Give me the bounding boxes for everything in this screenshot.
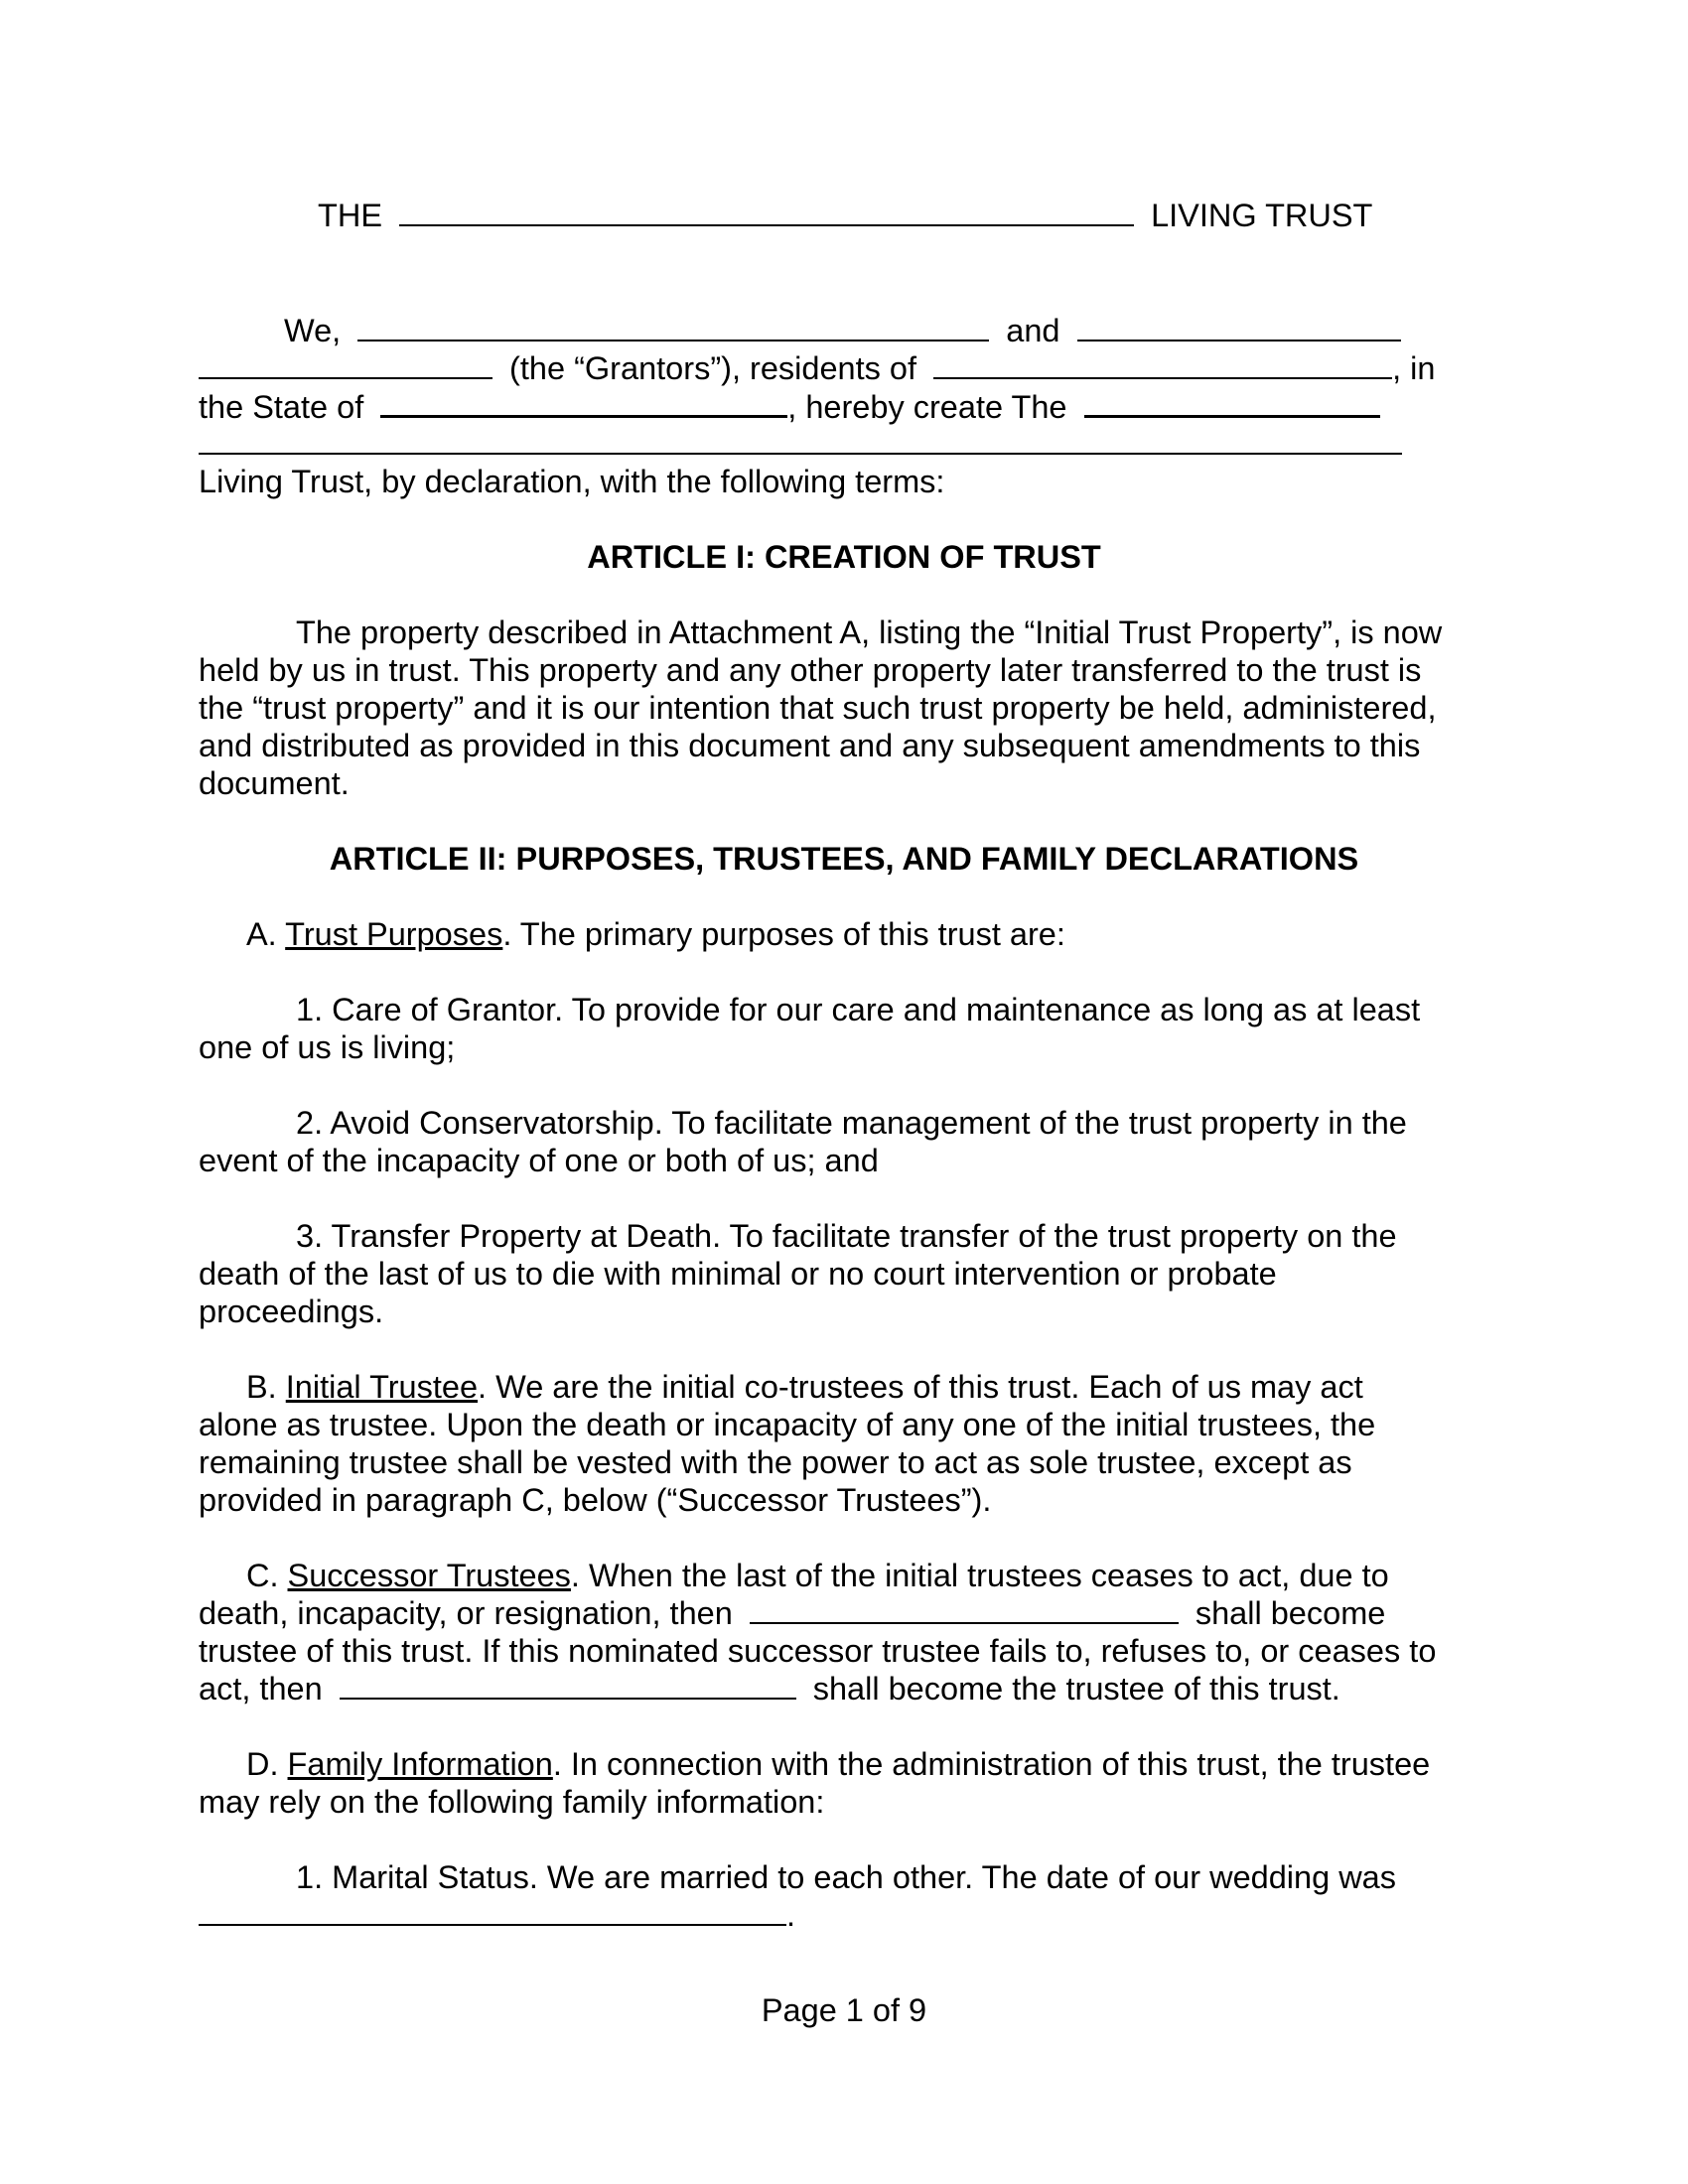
article-1-line-1: The property described in Attachment A, listing the “Initial Trust Property”, is now <box>296 614 1443 650</box>
purpose-3-line-2: death of the last of us to die with minimal or no court intervention or probate <box>199 1256 1277 1292</box>
section-a-text: . The primary purposes of this trust are: <box>502 916 1065 952</box>
intro-we: We, <box>284 313 342 348</box>
title-suffix: LIVING TRUST <box>1151 198 1373 233</box>
section-c-text-2a: death, incapacity, or resignation, then <box>199 1595 733 1631</box>
successor-trustee-2-blank[interactable] <box>340 1670 796 1700</box>
intro-and: and <box>1006 313 1060 348</box>
intro-line-5: Living Trust, by declaration, with the following terms: <box>199 464 945 499</box>
section-c-text-2b: shall become <box>1195 1595 1386 1631</box>
wedding-date-blank[interactable] <box>199 1896 786 1926</box>
section-a-prefix: A. <box>246 916 277 952</box>
section-c-text-4b: shall become the trustee of this trust. <box>812 1671 1340 1706</box>
page-number: Page 1 of 9 <box>761 1992 927 2028</box>
intro-line-3 <box>199 387 1380 426</box>
intro-grantors: (the “Grantors”), residents of <box>509 350 917 386</box>
article-1-line-2: held by us in trust. This property and any other property later transferred to the trust is <box>199 652 1422 688</box>
section-b-line-1 <box>246 1368 1363 1406</box>
section-b-line-2: alone as trustee. Upon the death or incapacity of any one of the initial trustees, the <box>199 1407 1376 1442</box>
section-d-line-2: may rely on the following family information: <box>199 1784 825 1820</box>
article-2-heading: ARTICLE II: PURPOSES, TRUSTEES, AND FAMILY DECLARATIONS <box>329 841 1359 877</box>
grantor-2-blank-a[interactable] <box>1077 312 1401 341</box>
purpose-3-line-1: 3. Transfer Property at Death. To facilitate transfer of the trust property on the <box>296 1218 1397 1254</box>
intro-line-1 <box>284 312 1401 349</box>
section-c-line-3: trustee of this trust. If this nominated successor trustee fails to, refuses to, or ceases to <box>199 1633 1437 1669</box>
article-1-line-5: document. <box>199 765 350 801</box>
grantor-2-blank-b[interactable] <box>199 349 492 379</box>
residence-blank[interactable] <box>933 349 1392 379</box>
trust-name-blank[interactable] <box>399 197 1134 226</box>
section-c-prefix: C. <box>246 1558 279 1593</box>
purpose-2-line-1: 2. Avoid Conservatorship. To facilitate management of the trust property in the <box>296 1105 1407 1141</box>
section-b-line-4: provided in paragraph C, below (“Successor Trustees”). <box>199 1482 992 1518</box>
purpose-1-line-2: one of us is living; <box>199 1029 456 1065</box>
trust-name-blank-2a[interactable] <box>1084 387 1380 418</box>
section-c-text: . When the last of the initial trustees ceases to act, due to <box>570 1558 1389 1593</box>
section-b-line-3: remaining trustee shall be vested with the power to act as sole trustee, except as <box>199 1444 1352 1480</box>
article-1-heading: ARTICLE I: CREATION OF TRUST <box>587 539 1101 575</box>
intro-state: the State of <box>199 389 364 425</box>
section-a-title: Trust Purposes <box>285 916 503 952</box>
section-a-line-1 <box>246 915 1065 953</box>
purpose-1-line-1: 1. Care of Grantor. To provide for our care and maintenance as long as at least <box>296 992 1421 1027</box>
section-d-title: Family Information <box>287 1746 553 1782</box>
document-title <box>318 197 1372 234</box>
intro-line-4 <box>199 425 1402 463</box>
marital-status-end: . <box>786 1897 796 1933</box>
intro-in: , in <box>1392 350 1436 386</box>
section-c-text-4a: act, then <box>199 1671 323 1706</box>
section-b-text: . We are the initial co-trustees of this trust. Each of us may act <box>478 1369 1363 1405</box>
purpose-2-line-2: event of the incapacity of one or both of us; and <box>199 1143 879 1178</box>
section-d-prefix: D. <box>246 1746 279 1782</box>
grantor-1-blank[interactable] <box>357 312 989 341</box>
trust-name-blank-2b[interactable] <box>199 425 1402 455</box>
section-c-line-2 <box>199 1594 1385 1632</box>
marital-status-line-1: 1. Marital Status. We are married to each other. The date of our wedding was <box>296 1859 1396 1895</box>
successor-trustee-1-blank[interactable] <box>750 1594 1179 1624</box>
article-1-line-4: and distributed as provided in this document and any subsequent amendments to this <box>199 728 1421 763</box>
state-blank[interactable] <box>380 387 787 418</box>
section-d-text: . In connection with the administration of this trust, the trustee <box>552 1746 1431 1782</box>
intro-create: , hereby create The <box>787 389 1067 425</box>
section-c-title: Successor Trustees <box>287 1558 571 1593</box>
section-b-title: Initial Trustee <box>285 1369 479 1405</box>
section-c-line-1 <box>246 1557 1389 1594</box>
section-c-line-4 <box>199 1670 1340 1707</box>
purpose-3-line-3: proceedings. <box>199 1294 384 1329</box>
intro-line-2 <box>199 349 1435 387</box>
section-b-prefix: B. <box>246 1369 277 1405</box>
marital-status-line-2 <box>199 1896 795 1934</box>
section-d-line-1 <box>246 1745 1430 1783</box>
article-1-line-3: the “trust property” and it is our intention that such trust property be held, administered, <box>199 690 1437 726</box>
title-prefix: THE <box>318 198 382 233</box>
